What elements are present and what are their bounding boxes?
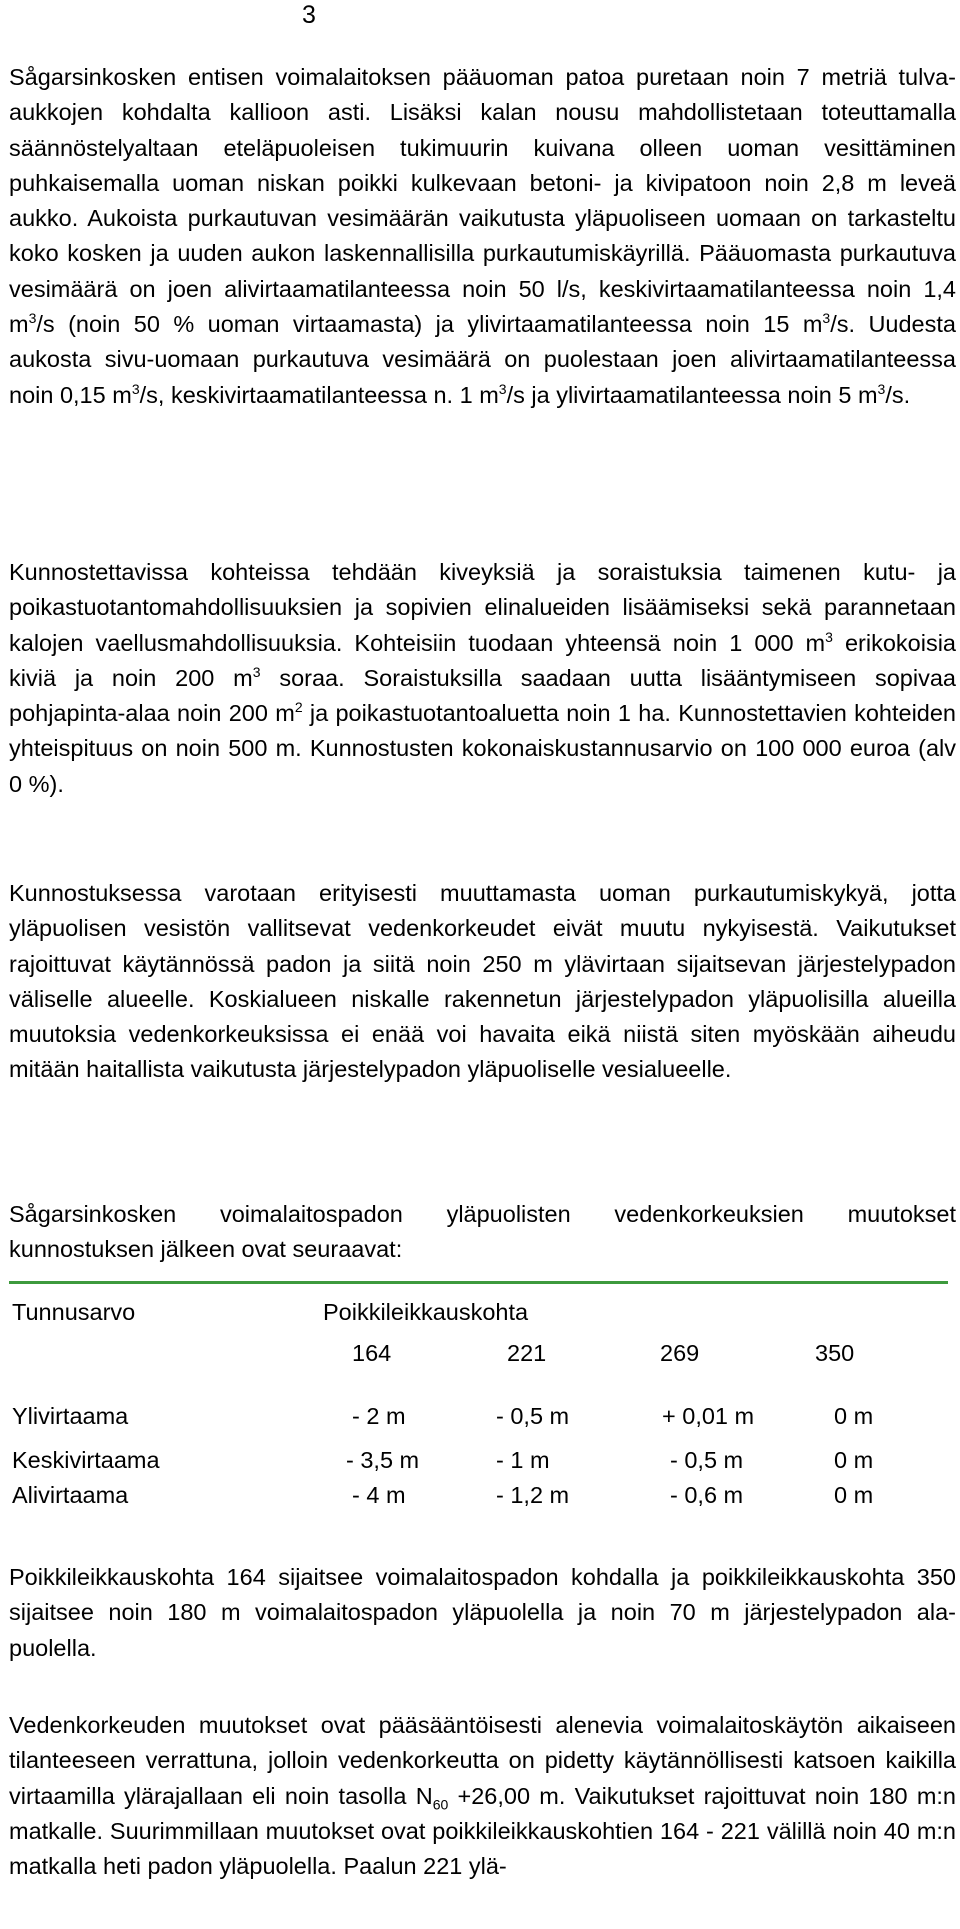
page-number: 3 — [302, 1, 316, 29]
table-cell: + 0,01 m — [662, 1403, 755, 1429]
table-group-header: Poikkileikkauskohta — [323, 1299, 529, 1325]
table-header-label: Tunnusarvo — [12, 1299, 136, 1325]
table-cell: - 0,5 m — [496, 1403, 570, 1429]
table-cell: - 0,6 m — [670, 1482, 744, 1508]
table-cell: - 1 m — [496, 1447, 550, 1473]
table-cell: - 2 m — [352, 1403, 406, 1429]
paragraph-water-level-changes: Vedenkorkeuden muutokset ovat pääsääntöisesti alenevia voimalaitoskäytön aikaiseen tilanteeseen verrattuna, jolloin vedenkorkeutta on pidetty käytännöllisesti katsoen kaikilla virtaamilla ylärajallaan eli noin tasolla $N_{60} +26,00$ m. Vaikutukset rajoittuvat noin 180 m:n matkalle. Suurimmillaan muutokset ovat poikkileikkauskohtien 164 - 221 välillä noin 40 m:n matkalla heti padon yläpuolella. Paalun 221 ylä- — [9, 1712, 956, 1880]
table-row-label: Alivirtaama — [12, 1482, 129, 1508]
table-cell: - 0,5 m — [670, 1447, 744, 1473]
table-cell: - 4 m — [352, 1482, 406, 1508]
table-column-header: 164 — [352, 1340, 392, 1366]
table-cell: 0 m — [834, 1447, 874, 1473]
table-cell: 0 m — [834, 1482, 874, 1508]
table-row-label: Keskivirtaama — [12, 1447, 160, 1473]
table-column-header: 269 — [660, 1340, 700, 1366]
paragraph-cross-sections: Poikkileikkauskohta 164 sijaitsee voimalaitospadon kohdalla ja poikkileikkauskohta 350 sijaitsee noin 180 m voimalaitospadon yläpuolella ja noin 70 m järjestelypadon ala-puolella. — [9, 1564, 956, 1661]
table-cell: 0 m — [834, 1403, 874, 1429]
paragraph-discharge-capacity: Kunnostuksessa varotaan erityisesti muuttamasta uoman purkautumiskykyä, jotta yläpuolisen vesistön vallitsevat vedenkorkeudet eivät muutu nykyisestä. Vaikutukset rajoittuvat käytännössä padon ja siitä noin 250 m ylävirtaan sijaitsevan järjestelypadon väliselle alueelle. Koskialueen niskalle rakennetun järjestelypadon yläpuolisilla alueilla muutoksia vedenkorkeuksissa ei enää voi havaita eikä niistä siten myöskään aiheudu mitään haitallista vaikutusta järjestelypadon yläpuoliselle vesialueelle. — [9, 880, 956, 1083]
table-column-header: 221 — [507, 1340, 547, 1366]
table-column-header: 350 — [815, 1340, 855, 1366]
paragraph-table-intro: Sågarsinkosken voimalaitospadon yläpuolisten vedenkorkeuksien muutokset kunnostuksen jälkeen ovat seuraavat: — [9, 1201, 956, 1263]
table-cell: - 3,5 m — [346, 1447, 420, 1473]
table-row-label: Ylivirtaama — [12, 1403, 129, 1429]
paragraph-restoration-sites: Kunnostettavissa kohteissa tehdään kiveyksiä ja soraistuksia taimenen kutu- ja poikastuotantomahdollisuuksien ja sopivien elinalueiden lisäämiseksi sekä parannetaan kalojen vaellusmahdollisuuksia. Kohteisiin tuodaan yhteensä noin 1 000 $m^3$ erikokoisia kiviä ja noin 200 $m^3$ soraa. Soraistuksilla saadaan uutta lisääntymiseen sopivaa pohjapinta-alaa noin 200 $m^2$ ja poikastuotantoaluetta noin 1 ha. Kunnostettavien kohteiden yhteispituus on noin 500 m. Kunnostusten kokonaiskustannusarvio on 100 000 euroa (alv 0 %). — [9, 559, 956, 797]
table-top-rule — [9, 1281, 948, 1284]
paragraph-dam-removal: Sågarsinkosken entisen voimalaitoksen pääuoman patoa puretaan noin 7 metriä tulva-aukkojen kohdalta kallioon asti. Lisäksi kalan nousu mahdollistetaan toteuttamalla säännöstelyaltaan eteläpuoleisen tukimuurin kuivana olleen uoman vesittäminen puhkaisemalla uoman niskan poikki kulkevaan betoni- ja kivipatoon noin 2,8 m leveä aukko. Aukoista purkautuvan vesimäärän vaikutusta yläpuoliseen uomaan on tarkasteltu koko kosken ja uuden aukon laskennallisilla purkautumiskäyrillä. Pääuomasta purkautuva vesimäärä on joen alivirtaamatilanteessa noin 50 l/s, keskivirtaamatilanteessa noin 1,4 $m^3/s$ (noin 50 % uoman virtaamasta) ja ylivirtaamatilanteessa noin 15 $m^3/s$. Uudesta aukosta sivu-uomaan purkautuva vesimäärä on puolestaan joen alivirtaamatilanteessa noin 0,15 $m^3/s$, keskivirtaamatilanteessa n. 1 $m^3/s$ ja ylivirtaamatilanteessa noin 5 $m^3/s$. — [9, 64, 956, 408]
table-cell: - 1,2 m — [496, 1482, 570, 1508]
